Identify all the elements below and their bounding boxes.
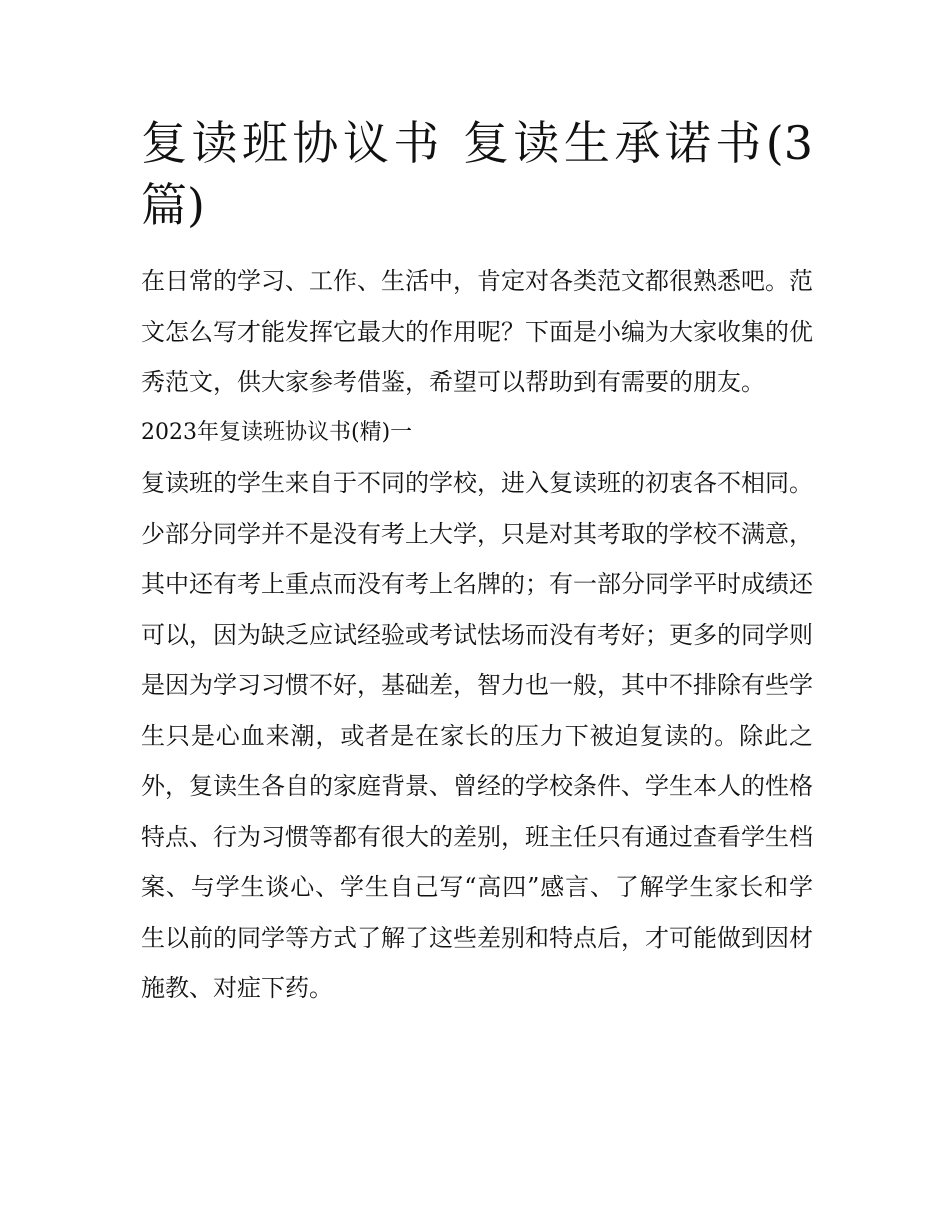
document-title: 复读班协议书 复读生承诺书(3篇) [141,116,813,232]
intro-paragraph: 在日常的学习、工作、生活中，肯定对各类范文都很熟悉吧。范文怎么写才能发挥它最大的作用呢？下面是小编为大家收集的优秀范文，供大家参考借鉴，希望可以帮助到有需要的朋友。 [141,267,813,396]
body-paragraph: 复读班的学生来自于不同的学校，进入复读班的初衷各不相同。少部分同学并不是没有考上大学，只是对其考取的学校不满意，其中还有考上重点而没有考上名牌的；有一部分同学平时成绩还可以，因为缺乏应试经验或考试怯场而没有考好；更多的同学则是因为学习习惯不好，基础差，智力也一般，其中不排除有些学生只是心血来潮，或者是在家长的压力下被迫复读的。除此之外，复读生各自的家庭背景、曾经的学校条件、学生本人的性格特点、行为习惯等都有很大的差别，班主任只有通过查看学生档案、与学生谈心、学生自己写“高四”感言、了解学生家长和学生以前的同学等方式了解了这些差别和特点后，才可能做到因材施教、对症下药。 [141,469,813,1002]
document-page [141,112,813,1014]
section-heading: 2023年复读班协议书(精)一 [141,419,413,445]
